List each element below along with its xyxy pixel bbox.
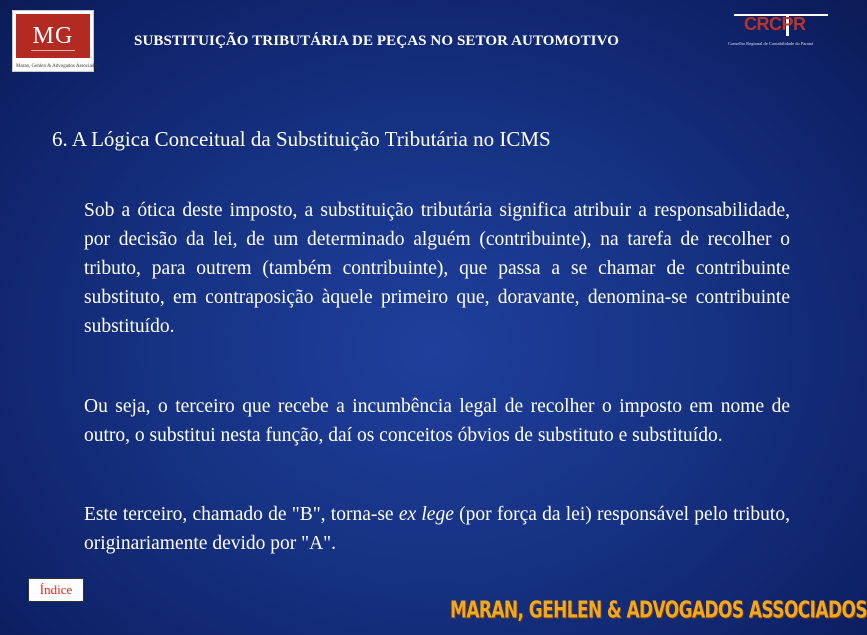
paragraph-2: Ou seja, o terceiro que recebe a incumbência legal de recolher o imposto em nome de outro, o substitui nesta função, daí os conceitos óbvios de substituto e substituído.: [84, 396, 790, 446]
mg-logo-monogram-box: [16, 14, 90, 58]
crcpr-logo-tagline: Conselho Regional de Contabilidade do Paraná: [728, 41, 814, 46]
section-heading: 6. A Lógica Conceitual da Substituição Tributária no ICMS: [52, 127, 551, 151]
mg-logo: [12, 10, 99, 72]
paragraph-3-emphasis: ex lege: [398, 504, 454, 525]
index-button[interactable]: Índice: [28, 578, 84, 602]
header-title: SUBSTITUIÇÃO TRIBUTÁRIA DE PEÇAS NO SETOR AUTOMOTIVO: [134, 33, 620, 49]
mg-logo-monogram: MG: [32, 22, 74, 49]
footer-firm-name: MARAN, GEHLEN & ADVOGADOS ASSOCIADOS: [450, 597, 867, 624]
paragraph-1: Sob a ótica deste imposto, a substituição tributária significa atribuir a responsabilidade, por decisão da lei, de um determinado alguém (contribuinte), na tarefa de recolher o tributo, para outrem (também contribuinte), que passa a se chamar de contribuinte substituto, em contraposição àquele primeiro que, doravante, denomina-se contribuinte substituído.: [84, 200, 790, 337]
crcpr-logo: [726, 10, 838, 52]
mg-logo-caption: Maran, Gehlen & Advogados Associados: [16, 64, 99, 69]
paragraph-3-before: Este terceiro, chamado de "B", torna-se: [84, 504, 399, 525]
paragraph-3-after: (por força da lei) responsável pelo tributo, originariamente devido por "A".: [84, 504, 790, 554]
crcpr-logo-text: CRCPR: [744, 14, 806, 34]
paragraph-3: [84, 500, 790, 558]
